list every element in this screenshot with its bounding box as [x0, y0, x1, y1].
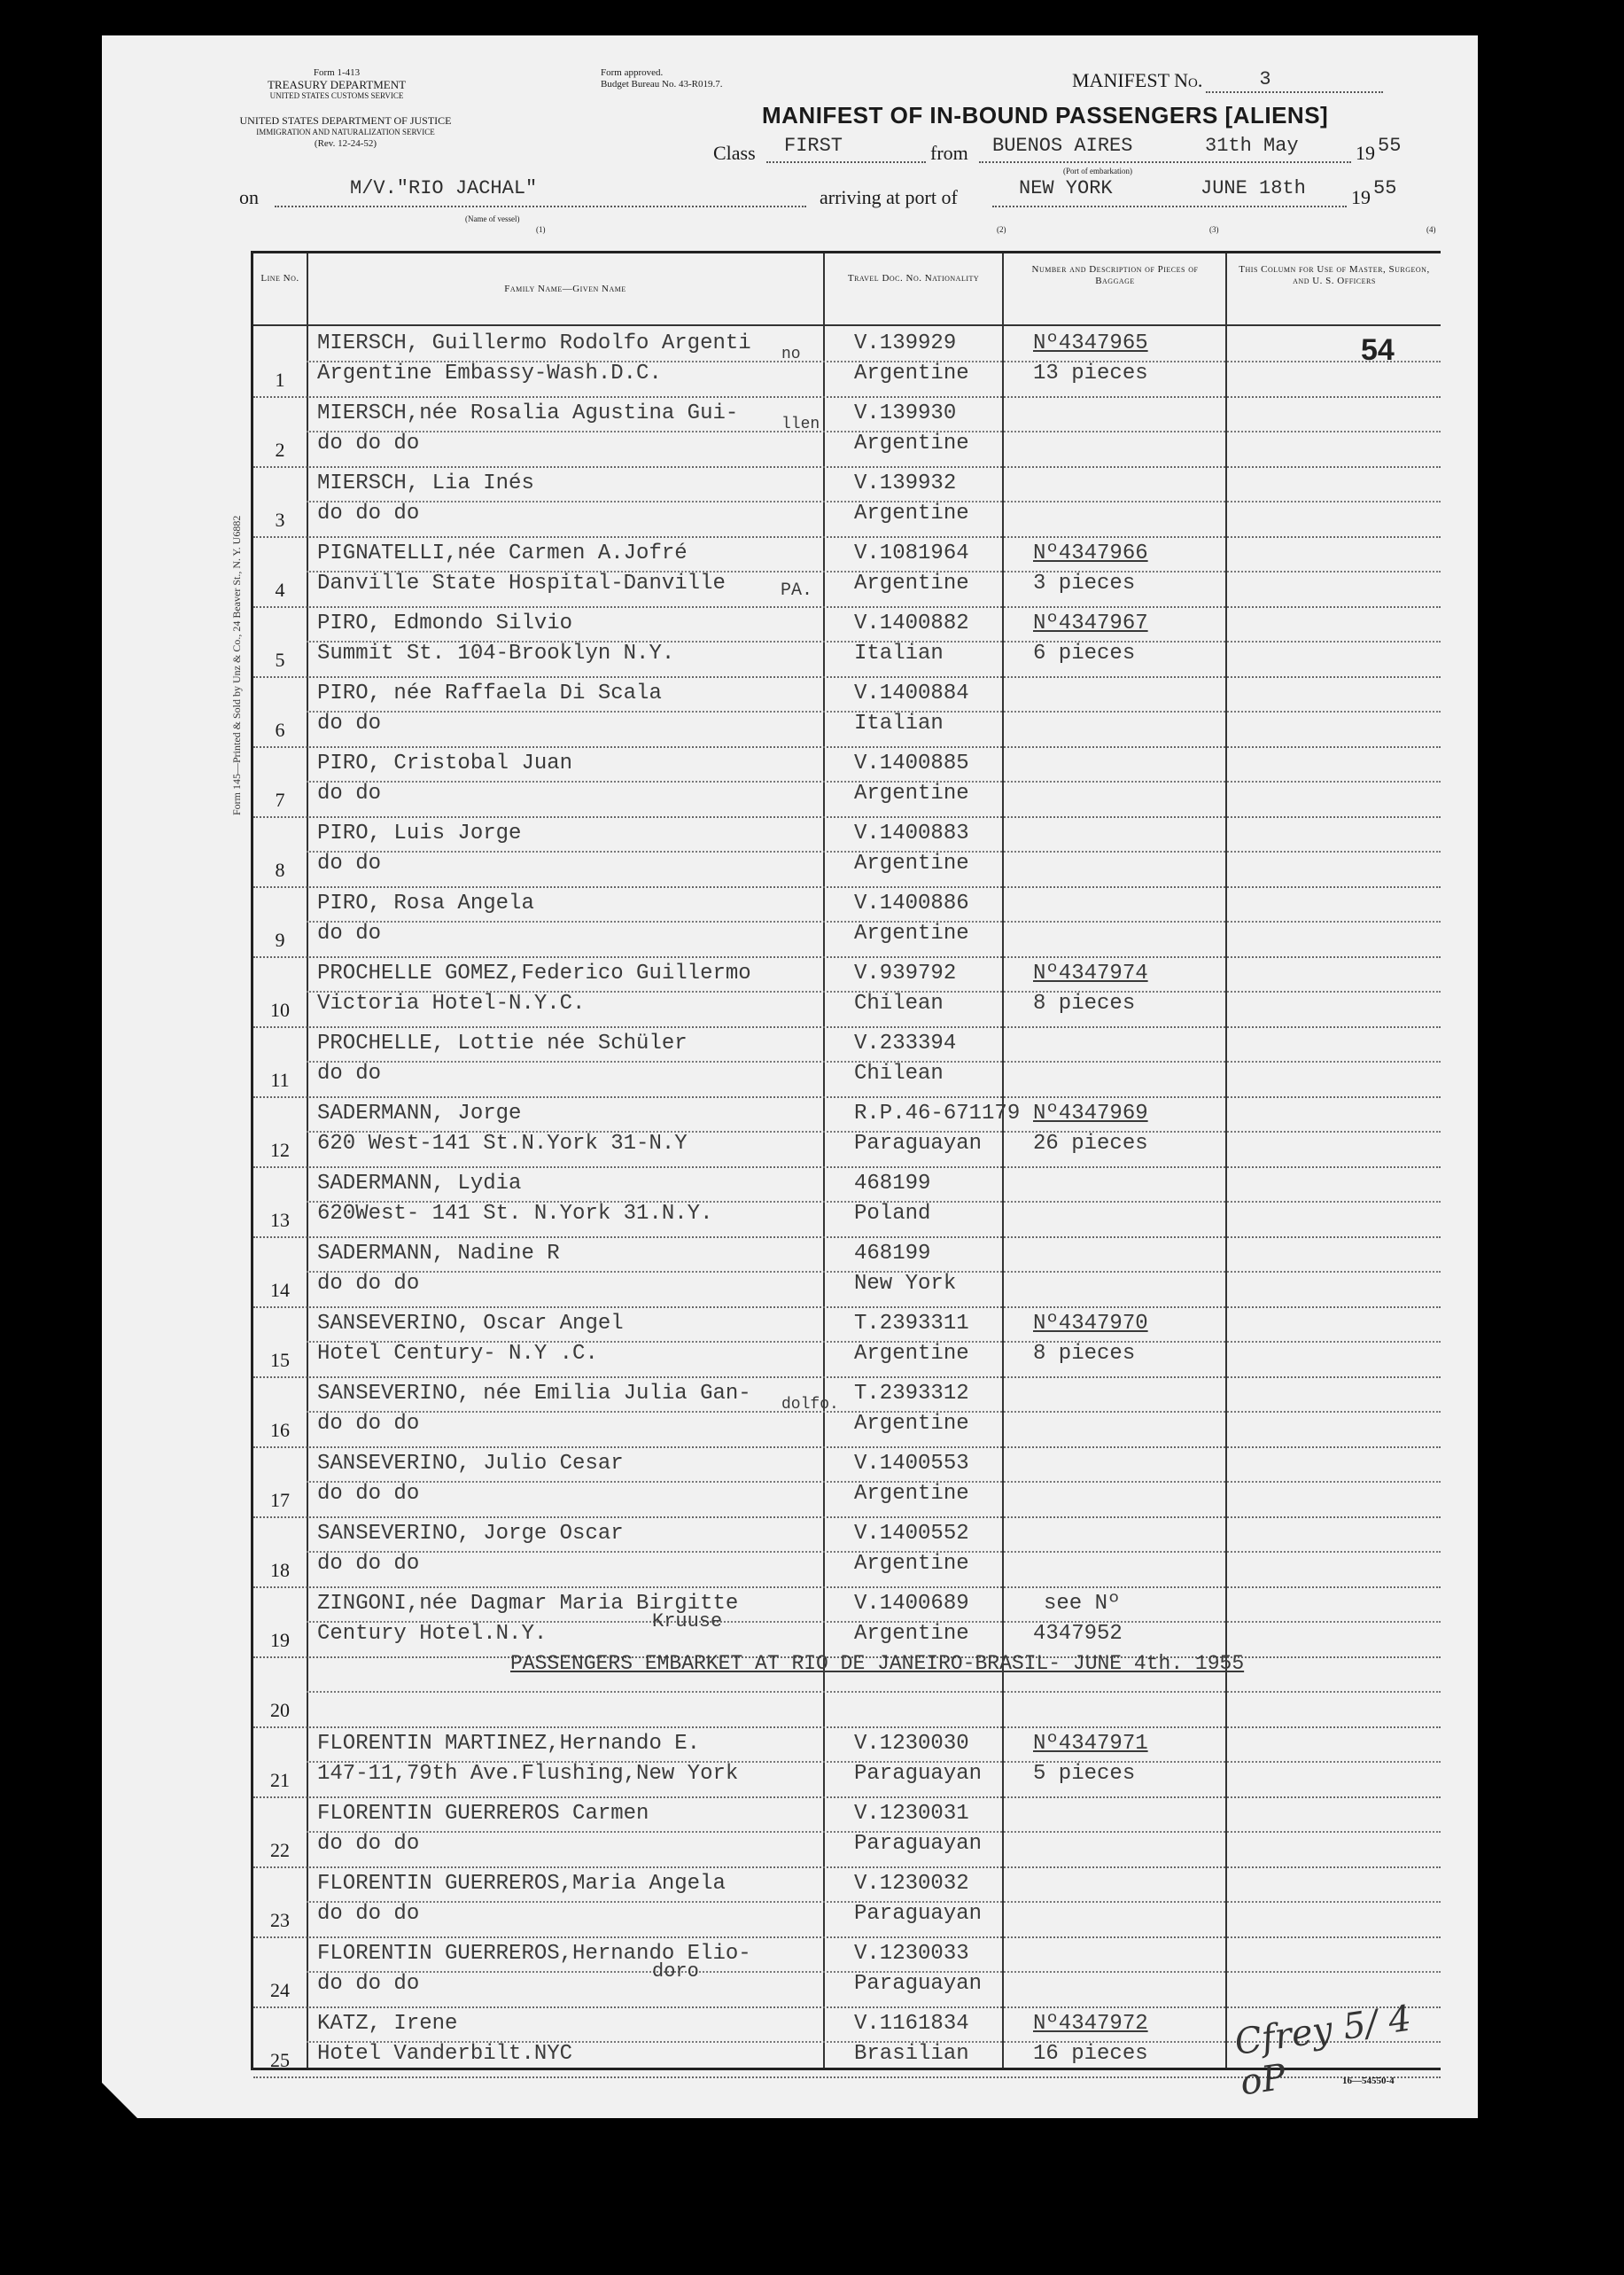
passenger-name: MIERSCH,née Rosalia Agustina Gui- — [317, 401, 739, 425]
embarkation-year: 55 — [1378, 135, 1402, 157]
baggage-pieces: 4347952 — [1033, 1622, 1123, 1646]
line-number: 20 — [270, 1699, 290, 1721]
address-continuation: Kruuse — [652, 1610, 723, 1632]
travel-doc-number: V.1161834 — [854, 2012, 969, 2036]
nationality: Argentine — [854, 922, 969, 946]
line-number: 14 — [270, 1279, 290, 1301]
baggage-pieces: 26 pieces — [1033, 1132, 1148, 1156]
passenger-address: Argentine Embassy-Wash.D.C. — [317, 362, 662, 386]
travel-doc-number: V.1230033 — [854, 1942, 969, 1966]
ins-service: IMMIGRATION AND NATURALIZATION SERVICE — [256, 128, 435, 136]
passenger-address: do do — [317, 712, 382, 736]
travel-doc-number: V.233394 — [854, 1032, 957, 1056]
line-number: 19 — [270, 1629, 290, 1651]
nationality: Chilean — [854, 1062, 944, 1086]
vessel-line — [239, 177, 1497, 234]
year-prefix: 19 — [1356, 142, 1375, 164]
travel-doc-number: V.1230032 — [854, 1872, 969, 1896]
header-line-no: Line No. — [260, 273, 299, 284]
nationality: Paraguayan — [854, 1762, 983, 1786]
nationality: Paraguayan — [854, 1132, 983, 1156]
nationality: Paraguayan — [854, 1832, 983, 1856]
baggage-tag-number: Nº4347967 — [1033, 612, 1148, 635]
travel-doc-number: T.2393312 — [854, 1382, 969, 1406]
passenger-address: Hotel Vanderbilt.NYC — [317, 2042, 573, 2066]
nationality: Argentine — [854, 572, 969, 596]
class-line — [713, 135, 1493, 175]
baggage-pieces: 8 pieces — [1033, 1342, 1136, 1366]
table-row — [253, 676, 1441, 748]
table-row — [253, 1726, 1441, 1798]
footer-code: 16—54550-4 — [1342, 2076, 1395, 2086]
nationality: Brasilian — [854, 2042, 969, 2066]
table-row — [253, 1586, 1441, 1658]
passenger-name: KATZ, Irene — [317, 2012, 458, 2036]
nationality: Argentine — [854, 1622, 969, 1646]
nationality: Argentine — [854, 1412, 969, 1436]
baggage-pieces: 5 pieces — [1033, 1762, 1136, 1786]
officer-signature: Cfrey 5/ 4 oP — [1232, 1998, 1414, 2104]
passenger-name: PROCHELLE, Lottie née Schüler — [317, 1032, 688, 1056]
nationality: Argentine — [854, 362, 969, 386]
passenger-address: Summit St. 104-Brooklyn N.Y. — [317, 642, 675, 666]
passenger-name: PIGNATELLI,née Carmen A.Jofré — [317, 541, 688, 565]
table-row — [253, 326, 1441, 398]
name-continuation: dolfo. — [781, 1396, 839, 1414]
passenger-address: 147-11,79th Ave.Flushing,New York — [317, 1762, 739, 1786]
passenger-address: 620 West-141 St.N.York 31-N.Y — [317, 1132, 688, 1156]
travel-doc-number: V.139929 — [854, 331, 957, 355]
name-continuation: llen — [781, 416, 820, 433]
line-number: 4 — [275, 579, 285, 601]
line-number: 21 — [270, 1769, 290, 1791]
passenger-address: do do do — [317, 1902, 420, 1926]
line-number: 6 — [275, 719, 285, 741]
line-number: 18 — [270, 1559, 290, 1581]
nationality: Paraguayan — [854, 1972, 983, 1996]
travel-doc-number: V.939792 — [854, 962, 957, 986]
table-row — [253, 1796, 1441, 1868]
passenger-address: Hotel Century- N.Y .C. — [317, 1342, 598, 1366]
passenger-name: SANSEVERINO, Jorge Oscar — [317, 1522, 624, 1546]
class-label: Class — [713, 142, 756, 164]
baggage-pieces: 16 pieces — [1033, 2042, 1148, 2066]
passenger-name: SANSEVERINO, Julio Cesar — [317, 1452, 624, 1476]
line-number: 22 — [270, 1839, 290, 1861]
table-row — [253, 1096, 1441, 1168]
port-embark-note: (Port of embarkation) — [1063, 167, 1132, 175]
table-row — [253, 746, 1441, 818]
travel-doc-number: V.1400689 — [854, 1592, 969, 1616]
table-row — [253, 956, 1441, 1028]
line-number: 8 — [275, 859, 285, 881]
line-number: 17 — [270, 1489, 290, 1511]
baggage-pieces: 6 pieces — [1033, 642, 1136, 666]
baggage-tag-number: Nº4347972 — [1033, 2012, 1148, 2036]
travel-doc-number: V.1230031 — [854, 1802, 969, 1826]
col2-marker: (2) — [997, 225, 1006, 234]
arrival-year-prefix: 19 — [1351, 186, 1371, 208]
approval-text: Form approved. — [601, 67, 664, 78]
table-row — [253, 1236, 1441, 1308]
passenger-name: PIRO, Rosa Angela — [317, 892, 534, 915]
passenger-address: Century Hotel.N.Y. — [317, 1622, 548, 1646]
baggage-pieces: 13 pieces — [1033, 362, 1148, 386]
vessel-name: M/V."RIO JACHAL" — [350, 177, 538, 199]
baggage-tag-number: Nº4347966 — [1033, 541, 1148, 565]
line-number: 12 — [270, 1139, 290, 1161]
line-number: 1 — [275, 369, 285, 391]
arriving-label: arriving at port of — [820, 186, 958, 208]
col4-marker: (4) — [1426, 225, 1436, 234]
nationality: Chilean — [854, 992, 944, 1016]
passenger-address: do do do — [317, 1412, 420, 1436]
travel-doc-number: V.1081964 — [854, 541, 969, 565]
form-number: Form 1-413 — [313, 67, 361, 78]
table-row — [253, 1866, 1441, 1938]
embarkation-date: 31th May — [1205, 135, 1299, 157]
page-title: MANIFEST OF IN-BOUND PASSENGERS [ALIENS] — [762, 102, 1329, 129]
baggage-tag-number: see Nº — [1044, 1592, 1121, 1616]
passenger-address: do do do — [317, 432, 420, 456]
passenger-address: do do do — [317, 1972, 420, 1996]
line-number: 13 — [270, 1209, 290, 1231]
baggage-pieces: 8 pieces — [1033, 992, 1136, 1016]
nationality: Argentine — [854, 782, 969, 806]
customs-service: UNITED STATES CUSTOMS SERVICE — [269, 91, 404, 100]
passenger-name: FLORENTIN GUERREROS,Maria Angela — [317, 1872, 726, 1896]
table-row — [253, 1166, 1441, 1238]
line-number: 3 — [275, 509, 285, 531]
travel-doc-number: V.1400886 — [854, 892, 969, 915]
baggage-tag-number: Nº4347969 — [1033, 1102, 1148, 1126]
passenger-address: do do — [317, 782, 382, 806]
travel-doc-number: V.1400553 — [854, 1452, 969, 1476]
passenger-name: SADERMANN, Jorge — [317, 1102, 522, 1126]
travel-doc-number: R.P.46-671179 — [854, 1102, 1021, 1126]
table-row — [253, 886, 1441, 958]
line-number: 5 — [275, 649, 285, 671]
nationality: Argentine — [854, 852, 969, 876]
header-name: Family Name—Given Name — [504, 284, 626, 294]
table-row — [253, 606, 1441, 678]
passenger-name: PIRO, Luis Jorge — [317, 822, 522, 845]
arrival-year: 55 — [1373, 177, 1397, 199]
passenger-address: Danville State Hospital-Danville — [317, 572, 726, 596]
passenger-address: do do do — [317, 1552, 420, 1576]
baggage-tag-number: Nº4347965 — [1033, 331, 1148, 355]
passenger-address: do do do — [317, 1272, 420, 1296]
arrival-port: NEW YORK — [1019, 177, 1113, 199]
passenger-name: PIRO, Cristobal Juan — [317, 752, 573, 775]
table-row — [253, 1306, 1441, 1378]
justice-block — [235, 115, 456, 150]
treasury-dept: TREASURY DEPARTMENT — [267, 78, 407, 91]
form-id-block — [239, 67, 434, 102]
nationality: Paraguayan — [854, 1902, 983, 1926]
passenger-name: ZINGONI,née Dagmar Maria Birgitte — [317, 1592, 739, 1616]
line-number: 11 — [270, 1069, 290, 1091]
travel-doc-number: 468199 — [854, 1172, 931, 1196]
printer-imprint: Form 145—Printed & Sold by Unz & Co., 24 Beaver St., N. Y. U6882 — [230, 515, 243, 815]
from-label: from — [930, 142, 968, 164]
line-number: 24 — [270, 1979, 290, 2001]
travel-doc-number: V.1400882 — [854, 612, 969, 635]
table-row — [253, 466, 1441, 538]
table-row — [253, 1652, 1441, 1728]
passenger-name: MIERSCH, Lia Inés — [317, 471, 534, 495]
travel-doc-number: V.1230030 — [854, 1732, 969, 1756]
travel-doc-number: V.139930 — [854, 401, 957, 425]
nationality: New York — [854, 1272, 957, 1296]
travel-doc-number: V.1400885 — [854, 752, 969, 775]
nationality: Argentine — [854, 1342, 969, 1366]
nationality: Argentine — [854, 432, 969, 456]
passenger-address: do do do — [317, 1832, 420, 1856]
class-value: FIRST — [784, 135, 843, 157]
passenger-name: FLORENTIN GUERREROS Carmen — [317, 1802, 649, 1826]
revision-date: (Rev. 12-24-52) — [314, 138, 377, 149]
travel-doc-number: V.1400552 — [854, 1522, 969, 1546]
baggage-tag-number: Nº4347970 — [1033, 1312, 1148, 1336]
nationality: Italian — [854, 642, 944, 666]
passenger-name: PIRO, Edmondo Silvio — [317, 612, 573, 635]
passenger-name: SANSEVERINO, Oscar Angel — [317, 1312, 624, 1336]
manifest-sheet — [102, 35, 1478, 2118]
on-label: on — [239, 186, 259, 208]
passenger-name: FLORENTIN GUERREROS,Hernando Elio- — [317, 1942, 751, 1966]
line-number: 25 — [270, 2049, 290, 2071]
table-row — [253, 536, 1441, 608]
passenger-name: SADERMANN, Nadine R — [317, 1242, 560, 1266]
table-row — [253, 1516, 1441, 1588]
passenger-name: FLORENTIN MARTINEZ,Hernando E. — [317, 1732, 701, 1756]
header-baggage: Number and Description of Pieces of Baggage — [1031, 264, 1199, 286]
travel-doc-number: V.1400883 — [854, 822, 969, 845]
passenger-name: PIRO, née Raffaela Di Scala — [317, 682, 662, 705]
nationality: Argentine — [854, 1552, 969, 1576]
travel-doc-number: T.2393311 — [854, 1312, 969, 1336]
passenger-name: SADERMANN, Lydia — [317, 1172, 522, 1196]
manifest-label: MANIFEST No. — [1072, 69, 1203, 91]
header-travel-doc: Travel Doc. No. Nationality — [847, 273, 980, 284]
passenger-address: do do — [317, 1062, 382, 1086]
passenger-address: do do — [317, 852, 382, 876]
passenger-address: do do — [317, 922, 382, 946]
officer-mark: 54 — [1361, 333, 1395, 367]
nationality: Poland — [854, 1202, 931, 1226]
table-row — [253, 1026, 1441, 1098]
passenger-address: Victoria Hotel-N.Y.C. — [317, 992, 586, 1016]
line-number: 16 — [270, 1419, 290, 1441]
manifest-number-line — [1072, 69, 1391, 93]
header-officers: This Column for Use of Master, Surgeon, and U. S. Officers — [1239, 264, 1430, 286]
passenger-address: do do do — [317, 1482, 420, 1506]
col3-marker: (3) — [1209, 225, 1219, 234]
line-number: 15 — [270, 1349, 290, 1371]
travel-doc-number: V.139932 — [854, 471, 957, 495]
baggage-pieces: 3 pieces — [1033, 572, 1136, 596]
passenger-name: SANSEVERINO, née Emilia Julia Gan- — [317, 1382, 751, 1406]
travel-doc-number: 468199 — [854, 1242, 931, 1266]
table-row — [253, 1936, 1441, 2008]
line-number: 7 — [275, 789, 285, 811]
manifest-number: 3 — [1259, 68, 1271, 90]
vessel-note: (Name of vessel) — [465, 214, 520, 223]
line-number: 9 — [275, 929, 285, 951]
address-continuation: doro — [652, 1960, 699, 1983]
travel-doc-number: V.1400884 — [854, 682, 969, 705]
baggage-tag-number: Nº4347974 — [1033, 962, 1148, 986]
baggage-tag-number: Nº4347971 — [1033, 1732, 1148, 1756]
name-continuation: no — [781, 346, 801, 363]
passenger-name: PROCHELLE GOMEZ,Federico Guillermo — [317, 962, 751, 986]
line-number: 2 — [275, 439, 285, 461]
table-row — [253, 396, 1441, 468]
passenger-name: MIERSCH, Guillermo Rodolfo Argenti — [317, 331, 751, 355]
line-number: 10 — [270, 999, 290, 1021]
passenger-address: 620West- 141 St. N.York 31.N.Y. — [317, 1202, 713, 1226]
line-number: 23 — [270, 1909, 290, 1931]
arrival-date: JUNE 18th — [1201, 177, 1306, 199]
passenger-address: do do do — [317, 502, 420, 526]
budget-bureau: Budget Bureau No. 43-R019.7. — [601, 79, 723, 90]
table-row — [253, 816, 1441, 888]
section-note: PASSENGERS EMBARKET AT RIO DE JANEIRO-BRASIL- JUNE 4th. 1955 — [510, 1652, 1245, 1675]
nationality: Italian — [854, 712, 944, 736]
embarkation-port: BUENOS AIRES — [992, 135, 1133, 157]
table-row — [253, 1446, 1441, 1518]
col1-marker: (1) — [536, 225, 546, 234]
table-row — [253, 1376, 1441, 1448]
nationality: Argentine — [854, 502, 969, 526]
address-continuation: PA. — [781, 580, 813, 601]
nationality: Argentine — [854, 1482, 969, 1506]
justice-dept: UNITED STATES DEPARTMENT OF JUSTICE — [239, 114, 452, 127]
approval-block — [601, 67, 722, 90]
